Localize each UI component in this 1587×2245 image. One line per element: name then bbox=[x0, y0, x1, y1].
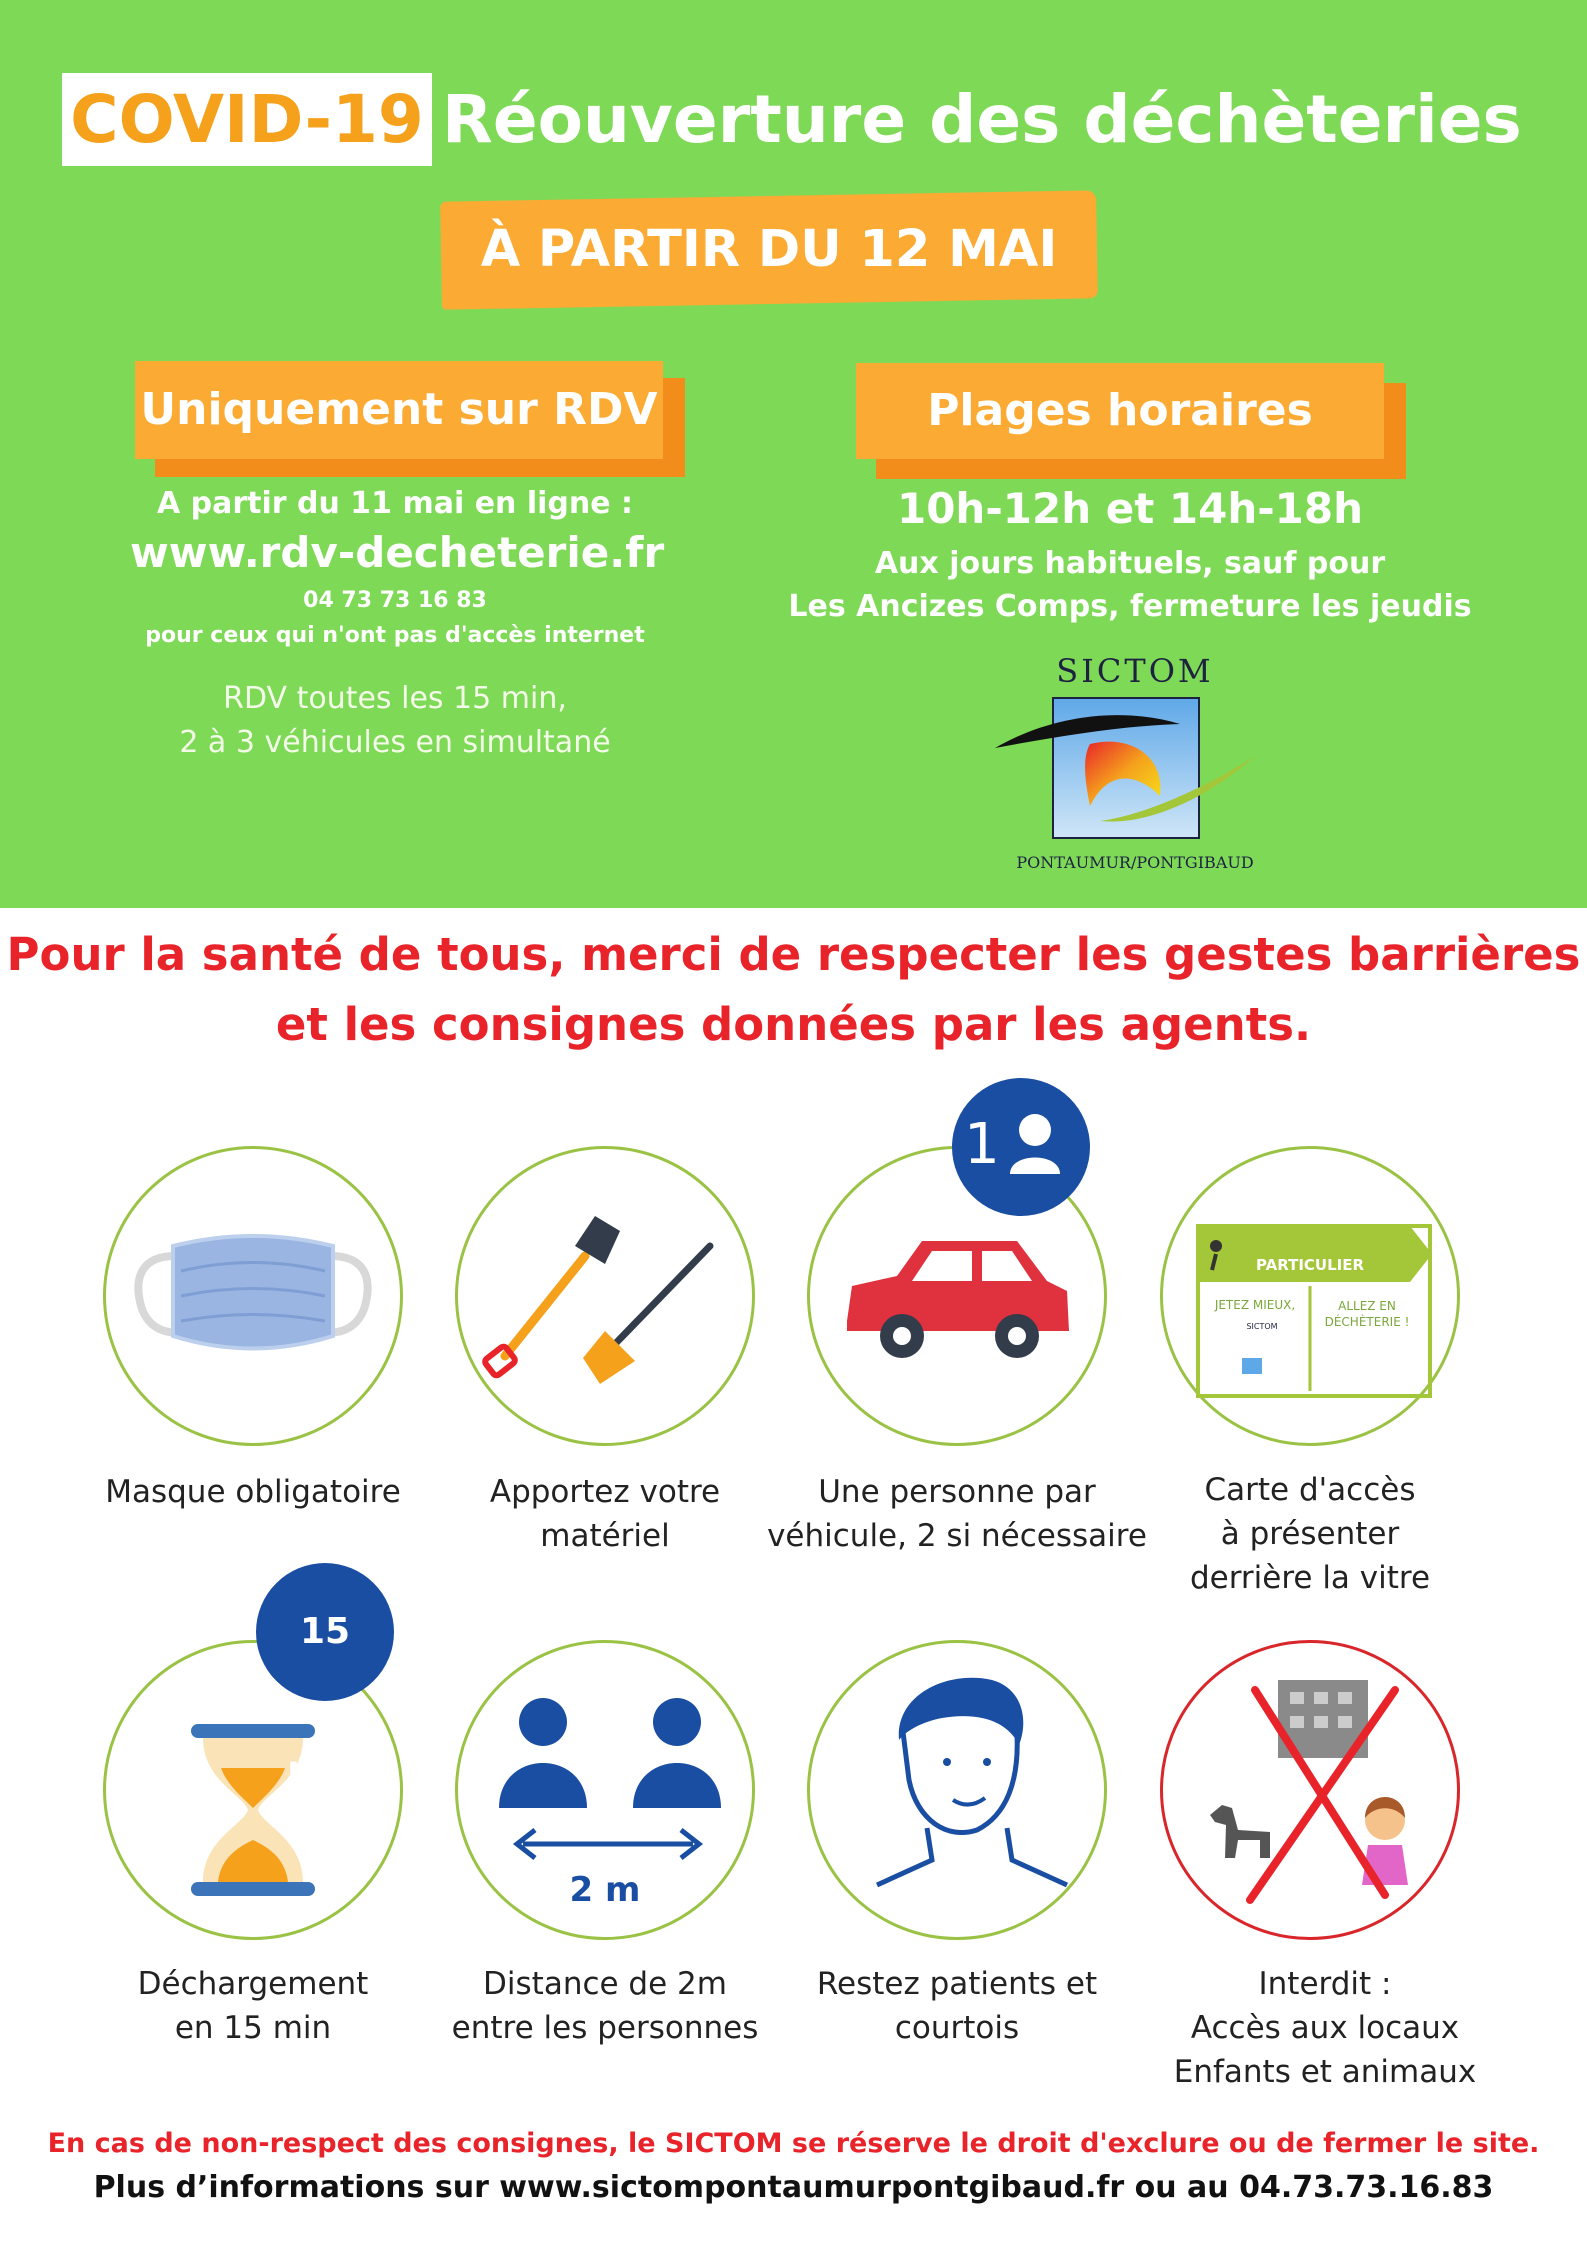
rdv-frequency: RDV toutes les 15 min, bbox=[223, 681, 567, 716]
hours-heading: Plages horaires bbox=[856, 363, 1384, 459]
caption-line: Restez patients et bbox=[816, 1966, 1098, 2002]
card-label: PARTICULIER bbox=[1256, 1256, 1365, 1274]
rdv-online-from: A partir du 11 mai en ligne : bbox=[156, 486, 634, 521]
caption-line: derrière la vitre bbox=[1189, 1560, 1431, 1596]
access-card-icon bbox=[1160, 1146, 1460, 1446]
caption-line: Masque obligatoire bbox=[105, 1474, 401, 1510]
caption-line: courtois bbox=[894, 2010, 1020, 2046]
one-person-count: 1 bbox=[964, 1112, 1000, 1177]
person-icon bbox=[1008, 1110, 1068, 1180]
rule-caption-card bbox=[1160, 1468, 1460, 1600]
page-title: Réouverture des déchèteries bbox=[442, 81, 1522, 158]
hours-note-line1: Aux jours habituels, sauf pour bbox=[874, 546, 1386, 581]
agent-icon bbox=[807, 1640, 1107, 1940]
rule-caption-tools bbox=[455, 1470, 755, 1558]
rule-caption-forbidden bbox=[1150, 1962, 1500, 2094]
forbidden-icon bbox=[1160, 1640, 1460, 1940]
caption-line: véhicule, 2 si nécessaire bbox=[767, 1518, 1147, 1554]
caption-line: Distance de 2m bbox=[483, 1966, 727, 2002]
footer-info: Plus d’informations sur www.sictompontaumurpontgibaud.fr ou au 04.73.73.16.83 bbox=[93, 2170, 1494, 2205]
rule-caption-agent bbox=[782, 1962, 1132, 2050]
rdv-phone-note: pour ceux qui n'ont pas d'accès internet bbox=[145, 623, 645, 648]
logo-subtitle: PONTAUMUR/PONTGIBAUD bbox=[1016, 853, 1254, 872]
rdv-phone: 04 73 73 16 83 bbox=[303, 588, 487, 613]
mask-icon bbox=[103, 1146, 403, 1446]
date-banner-text: À PARTIR DU 12 MAI bbox=[480, 220, 1058, 279]
caption-line: Accès aux locaux bbox=[1190, 2010, 1460, 2046]
sictom-logo bbox=[990, 696, 1270, 846]
footer-warning: En cas de non-respect des consignes, le SICTOM se réserve le droit d'exclure ou de fermer le site. bbox=[47, 2128, 1540, 2159]
logo-name: SICTOM bbox=[1056, 652, 1214, 690]
caption-line: à présenter bbox=[1220, 1516, 1400, 1552]
caption-line: en 15 min bbox=[174, 2010, 332, 2046]
caption-line: matériel bbox=[540, 1518, 670, 1554]
caption-line: Enfants et animaux bbox=[1173, 2054, 1477, 2090]
message-line1: Pour la santé de tous, merci de respecter les gestes barrières bbox=[6, 928, 1581, 981]
rule-caption-distance bbox=[430, 1962, 780, 2050]
time-badge: 15 min bbox=[256, 1563, 394, 1701]
hours-times: 10h-12h et 14h-18h bbox=[896, 484, 1364, 533]
caption-line: Apportez votre bbox=[489, 1474, 721, 1510]
card-mini-logo: SICTOM bbox=[1246, 1322, 1278, 1331]
rdv-vehicles: 2 à 3 véhicules en simultané bbox=[179, 725, 611, 760]
message-line2: et les consignes données par les agents. bbox=[275, 998, 1312, 1051]
shovel-broom-icon bbox=[455, 1146, 755, 1446]
distance-label: 2 m bbox=[569, 1870, 641, 1910]
rule-caption-car bbox=[757, 1470, 1157, 1558]
rdv-website-link[interactable]: www.rdv-decheterie.fr bbox=[130, 528, 665, 577]
caption-line: Interdit : bbox=[1258, 1966, 1392, 2002]
rule-caption-hourglass bbox=[103, 1962, 403, 2050]
hours-note-line2: Les Ancizes Comps, fermeture les jeudis bbox=[788, 589, 1472, 624]
caption-line: Une personne par bbox=[818, 1474, 1096, 1510]
caption-line: entre les personnes bbox=[451, 2010, 759, 2046]
caption-line: Déchargement bbox=[137, 1966, 369, 2002]
card-left-text: JETEZ MIEUX, bbox=[1214, 1298, 1296, 1312]
card-right-text: ALLEZ EN DÉCHÈTERIE ! bbox=[1324, 1299, 1410, 1329]
caption-line: Carte d'accès bbox=[1204, 1472, 1416, 1508]
rule-caption-mask bbox=[103, 1470, 403, 1514]
rdv-heading: Uniquement sur RDV bbox=[135, 361, 663, 459]
covid-label: COVID-19 bbox=[70, 81, 424, 158]
